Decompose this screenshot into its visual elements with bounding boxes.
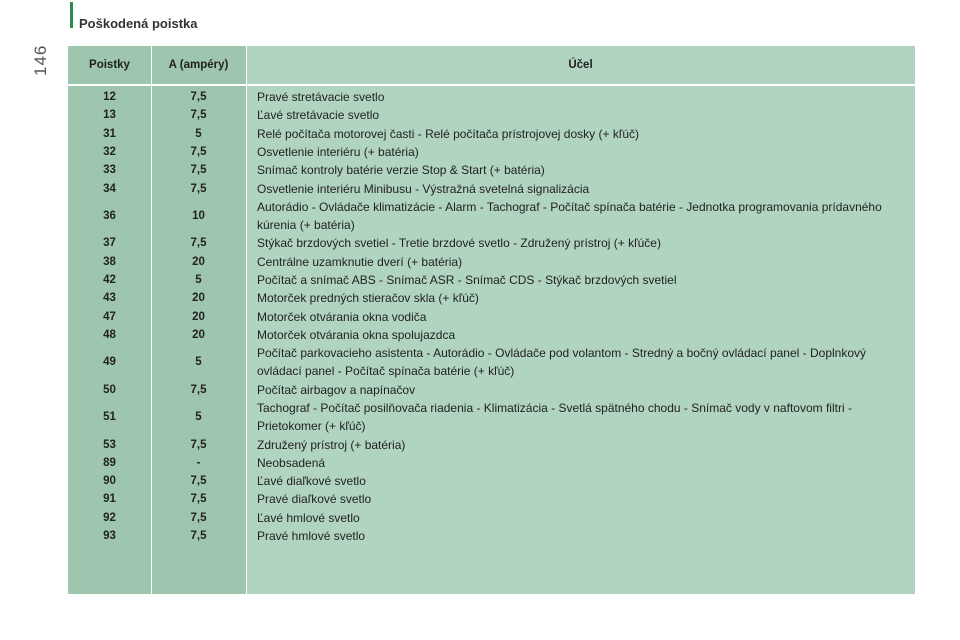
fuse-number: 37 xyxy=(103,237,116,250)
fuse-number: 92 xyxy=(103,511,116,524)
fuse-purpose: Neobsadená xyxy=(257,455,326,470)
table-row xyxy=(68,509,915,527)
fuse-amperage: 5 xyxy=(195,274,202,287)
fuse-amperage: 7,5 xyxy=(190,438,207,451)
fuse-amperage: 5 xyxy=(195,411,202,424)
fuse-number: 34 xyxy=(103,182,116,195)
table-row xyxy=(68,527,915,545)
fuse-number: 12 xyxy=(103,91,116,104)
table-body xyxy=(68,88,915,545)
fuse-purpose: Centrálne uzamknutie dverí (+ batéria) xyxy=(257,254,463,269)
fuse-amperage: 10 xyxy=(192,210,205,223)
fuse-purpose: Autorádio - Ovládače klimatizácie - Alarm - Tachograf - Počítač spínača batérie - Jednotka programovania prídavného kúrenia (+ batéria) xyxy=(257,200,882,233)
fuse-purpose: Ľavé stretávacie svetlo xyxy=(257,108,380,123)
fuse-number: 51 xyxy=(103,411,116,424)
table-row xyxy=(68,161,915,179)
header-purpose: Účel xyxy=(568,59,593,71)
fuse-purpose: Počítač a snímač ABS - Snímač ASR - Snímač CDS - Stýkač brzdových svetiel xyxy=(257,273,677,288)
table-row xyxy=(68,253,915,271)
fuse-number: 93 xyxy=(103,529,116,542)
fuse-purpose: Počítač airbagov a napínačov xyxy=(257,382,416,397)
fuse-purpose: Motorček predných stieračov skla (+ kľúč) xyxy=(257,291,479,306)
section-accent-bar xyxy=(70,2,73,28)
table-row xyxy=(68,307,915,325)
fuse-purpose: Motorček otvárania okna vodiča xyxy=(257,309,427,324)
fuse-number: 89 xyxy=(103,456,116,469)
fuse-purpose: Pravé stretávacie svetlo xyxy=(257,90,385,105)
fuse-amperage: 7,5 xyxy=(190,109,207,122)
table-row xyxy=(68,435,915,453)
table-row xyxy=(68,271,915,289)
fuse-number: 38 xyxy=(103,255,116,268)
table-row xyxy=(68,179,915,197)
table-row xyxy=(68,326,915,344)
table-row xyxy=(68,381,915,399)
fuse-purpose: Pravé hmlové svetlo xyxy=(257,528,366,543)
fuse-amperage: 7,5 xyxy=(190,511,207,524)
fuse-number: 47 xyxy=(103,310,116,323)
section-title: Poškodená poistka xyxy=(79,16,198,31)
fuse-amperage: 7,5 xyxy=(190,493,207,506)
table-row xyxy=(68,399,915,436)
table-row xyxy=(68,106,915,124)
fuse-number: 32 xyxy=(103,146,116,159)
fuse-purpose: Združený prístroj (+ batéria) xyxy=(257,437,406,452)
fuse-number: 13 xyxy=(103,109,116,122)
fuse-number: 49 xyxy=(103,356,116,369)
fuse-amperage: 7,5 xyxy=(190,237,207,250)
table-row xyxy=(68,289,915,307)
table-row xyxy=(68,472,915,490)
header-amp: A (ampéry) xyxy=(168,59,229,71)
fuse-amperage: 7,5 xyxy=(190,146,207,159)
header-divider xyxy=(68,84,915,86)
fuse-amperage: 20 xyxy=(192,310,205,323)
table-row xyxy=(68,454,915,472)
header-fuse: Poistky xyxy=(89,59,130,71)
fuse-purpose: Tachograf - Počítač posilňovača riadenia - Klimatizácia - Svetlá spätného chodu - Snímač vody v naftovom filtri - Prietokomer (+ kľúč) xyxy=(257,401,852,434)
fuse-number: 53 xyxy=(103,438,116,451)
fuse-purpose: Pravé diaľkové svetlo xyxy=(257,492,372,507)
fuse-number: 48 xyxy=(103,328,116,341)
fuse-purpose: Osvetlenie interiéru Minibusu - Výstražná svetelná signalizácia xyxy=(257,181,590,196)
fuse-amperage: 7,5 xyxy=(190,182,207,195)
table-row xyxy=(68,125,915,143)
fuse-amperage: 20 xyxy=(192,255,205,268)
fuse-amperage: 20 xyxy=(192,328,205,341)
fuse-purpose: Ľavé hmlové svetlo xyxy=(257,510,360,525)
fuse-purpose: Počítač parkovacieho asistenta - Autorádio - Ovládače pod volantom - Stredný a bočný ovládací panel - Doplnkový ovládací panel - Počítač spínača batérie (+ kľúč) xyxy=(257,346,867,379)
fuse-amperage: 20 xyxy=(192,292,205,305)
fuse-amperage: 7,5 xyxy=(190,383,207,396)
fuse-purpose: Relé počítača motorovej časti - Relé počítača prístrojovej dosky (+ kľúč) xyxy=(257,126,639,141)
fuse-amperage: - xyxy=(196,456,201,469)
fuse-amperage: 7,5 xyxy=(190,475,207,488)
fuse-purpose: Ľavé diaľkové svetlo xyxy=(257,474,366,489)
table-row xyxy=(68,234,915,252)
fuse-purpose: Osvetlenie interiéru (+ batéria) xyxy=(257,145,419,160)
fuse-amperage: 7,5 xyxy=(190,164,207,177)
fuse-amperage: 7,5 xyxy=(190,529,207,542)
fuse-number: 43 xyxy=(103,292,116,305)
fuse-amperage: 5 xyxy=(195,127,202,140)
fuse-number: 33 xyxy=(103,164,116,177)
fuse-number: 42 xyxy=(103,274,116,287)
fuse-table xyxy=(68,46,915,594)
table-row xyxy=(68,88,915,106)
table-header xyxy=(68,46,915,84)
fuse-number: 31 xyxy=(103,127,116,140)
table-row xyxy=(68,143,915,161)
fuse-number: 50 xyxy=(103,383,116,396)
fuse-purpose: Snímač kontroly batérie verzie Stop & Start (+ batéria) xyxy=(257,163,545,178)
fuse-purpose: Stýkač brzdových svetiel - Tretie brzdové svetlo - Združený prístroj (+ kľúče) xyxy=(257,236,661,251)
fuse-number: 91 xyxy=(103,493,116,506)
table-row xyxy=(68,198,915,235)
fuse-number: 90 xyxy=(103,475,116,488)
fuse-amperage: 5 xyxy=(195,356,202,369)
fuse-purpose: Motorček otvárania okna spolujazdca xyxy=(257,327,456,342)
table-row xyxy=(68,344,915,381)
table-row xyxy=(68,490,915,508)
fuse-amperage: 7,5 xyxy=(190,91,207,104)
fuse-number: 36 xyxy=(103,210,116,223)
page-number: 146 xyxy=(31,44,50,76)
